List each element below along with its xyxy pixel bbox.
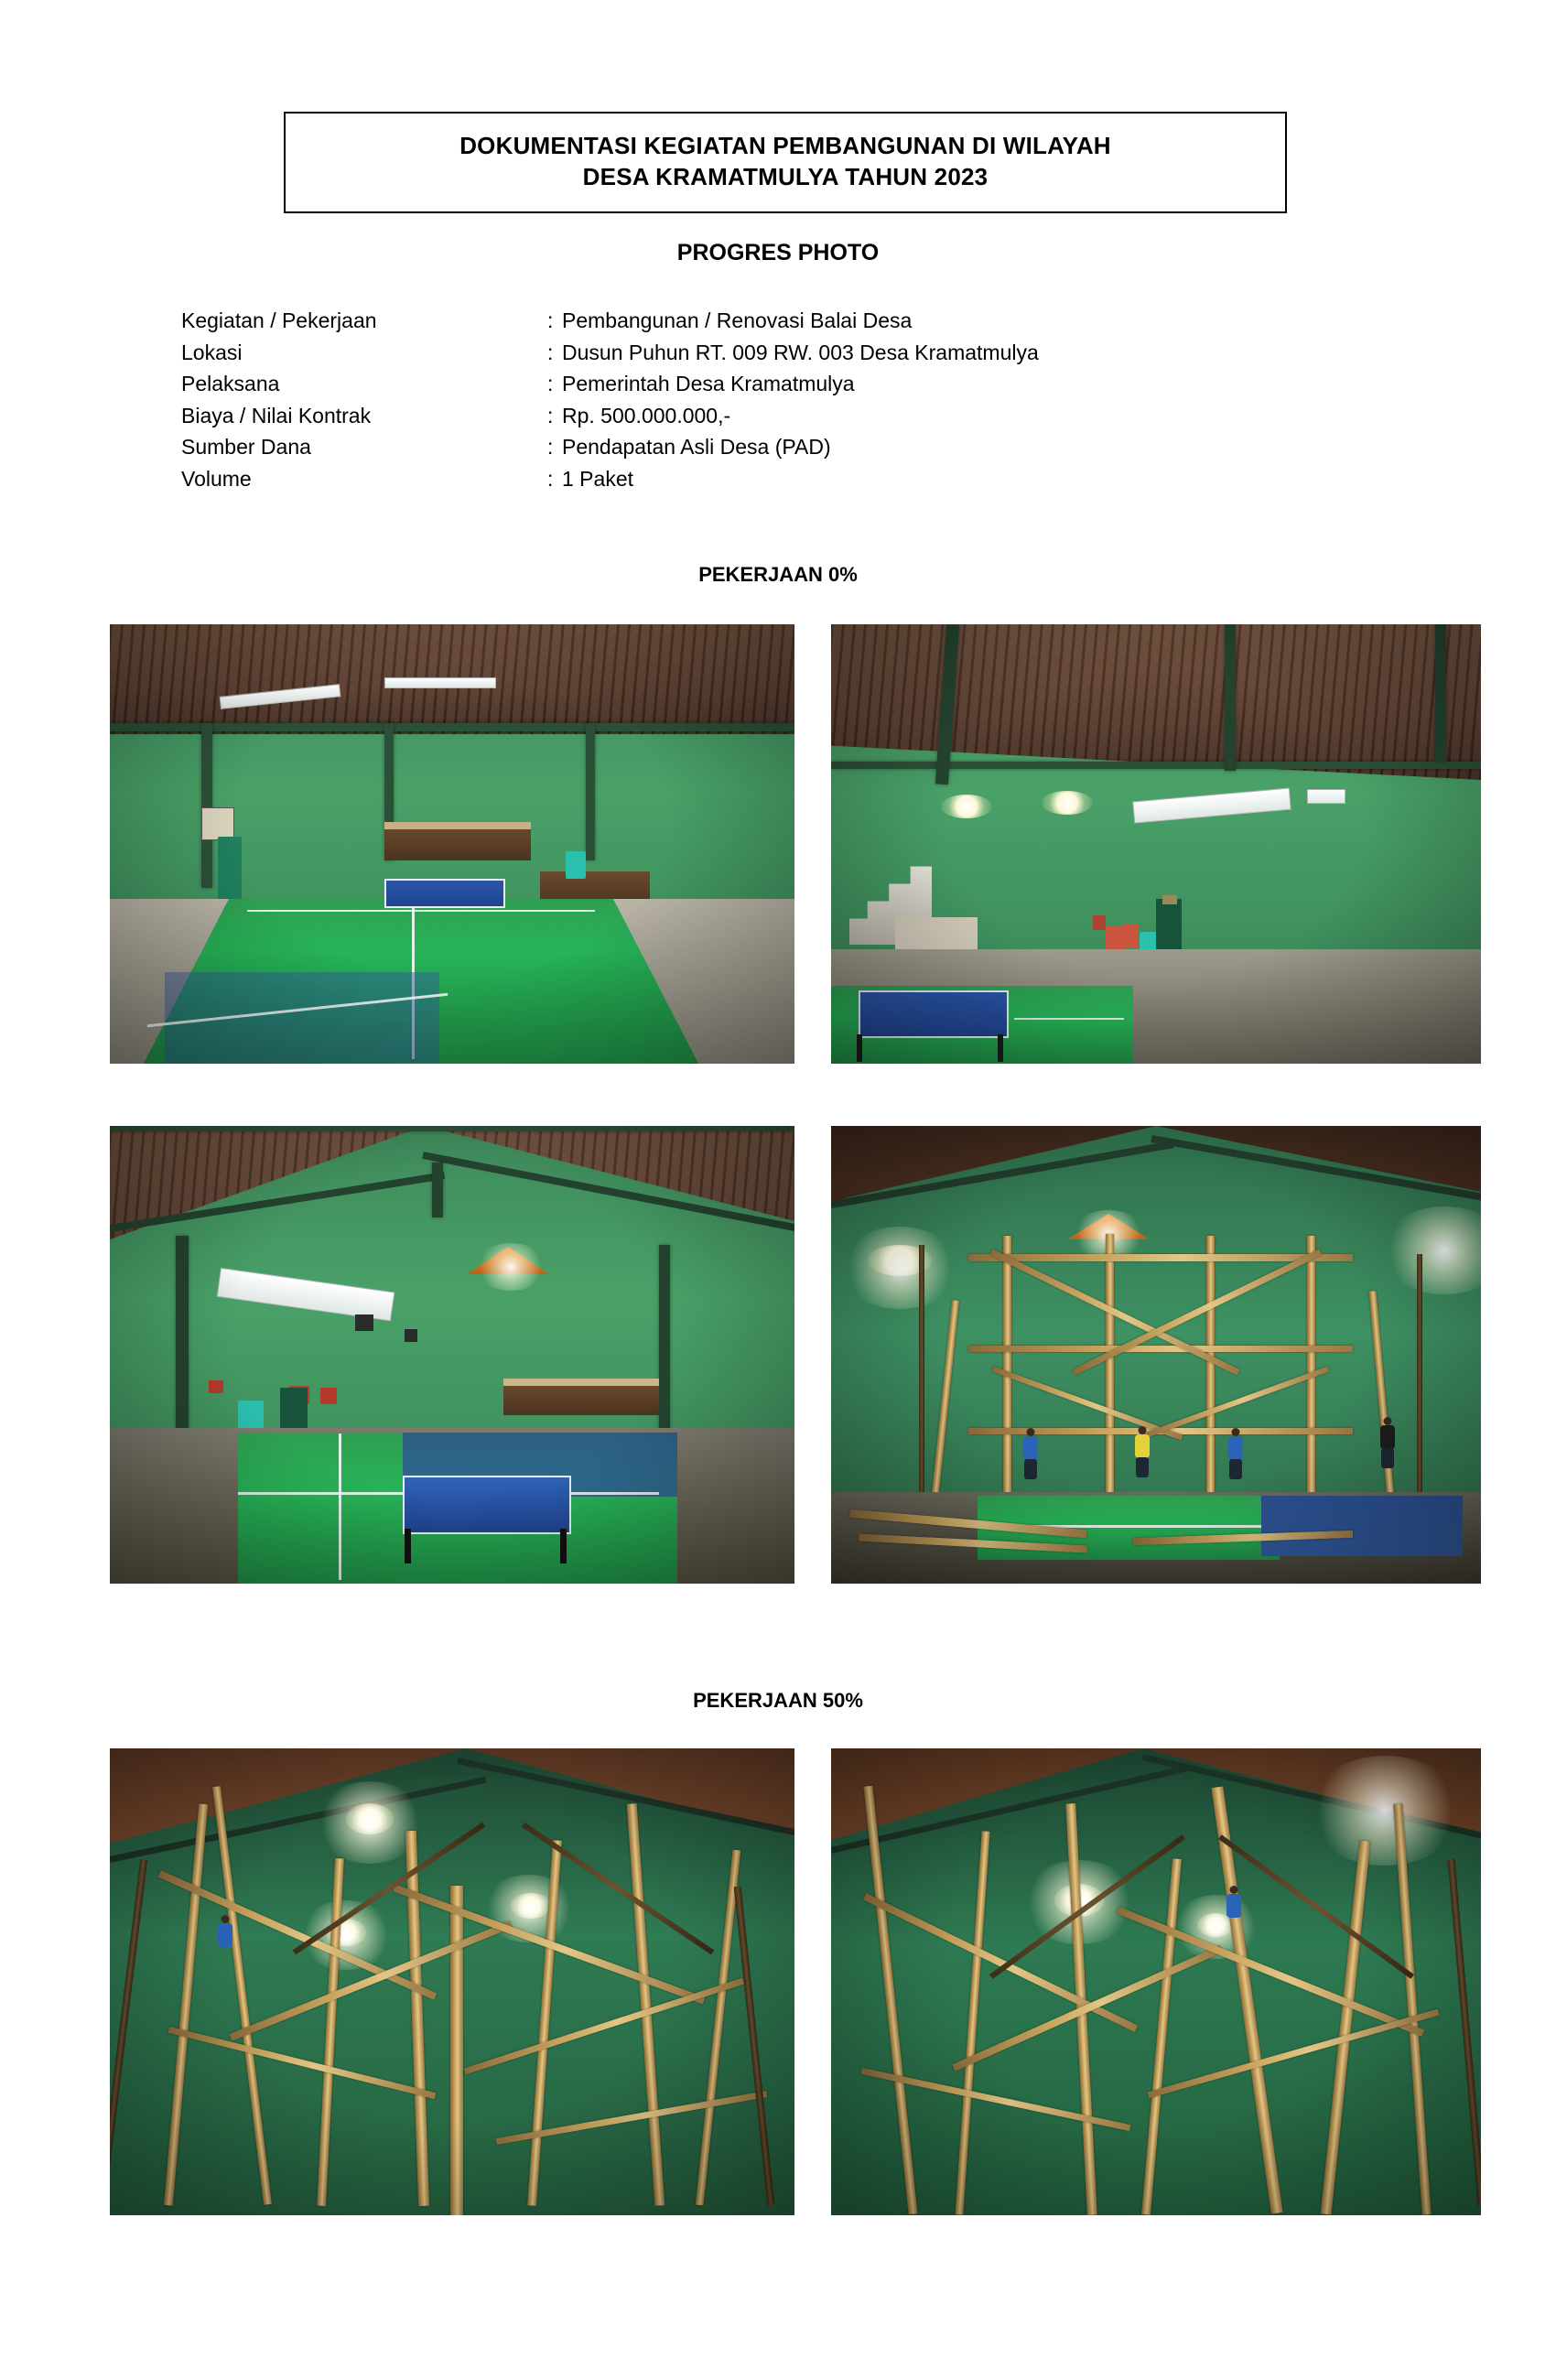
info-label-biaya: Biaya / Nilai Kontrak xyxy=(181,403,372,427)
title-line-1: DOKUMENTASI KEGIATAN PEMBANGUNAN DI WILAYAH xyxy=(459,132,1111,159)
section-heading-50-percent: PEKERJAAN 50% xyxy=(693,1689,863,1712)
photo-0pct-3 xyxy=(110,1126,794,1584)
worker-figure xyxy=(1021,1428,1040,1481)
info-row-biaya xyxy=(181,400,1039,432)
info-sep-biaya: : xyxy=(547,403,554,427)
worker-figure xyxy=(1378,1417,1397,1470)
info-value-volume: 1 Paket xyxy=(562,466,633,491)
info-sep-kegiatan: : xyxy=(547,308,554,332)
info-value-lokasi: Dusun Puhun RT. 009 RW. 003 Desa Kramatmulya xyxy=(562,340,1039,364)
info-row-volume xyxy=(181,463,1039,495)
info-value-sumber-dana: Pendapatan Asli Desa (PAD) xyxy=(562,435,831,459)
info-row-sumber-dana xyxy=(181,431,1039,463)
document-title-box xyxy=(284,112,1287,213)
info-value-biaya: Rp. 500.000.000,- xyxy=(562,403,731,427)
info-label-lokasi: Lokasi xyxy=(181,340,243,364)
photo-50pct-1 xyxy=(110,1748,794,2215)
info-sep-pelaksana: : xyxy=(547,372,554,395)
info-sep-lokasi: : xyxy=(547,340,554,364)
photo-0pct-4 xyxy=(831,1126,1481,1584)
progress-photo-heading: PROGRES PHOTO xyxy=(676,240,880,265)
info-label-volume: Volume xyxy=(181,466,252,491)
worker-figure xyxy=(216,1915,234,1961)
photo-0pct-2 xyxy=(831,624,1481,1064)
info-label-kegiatan: Kegiatan / Pekerjaan xyxy=(181,308,377,332)
info-value-pelaksana: Pemerintah Desa Kramatmulya xyxy=(562,372,855,395)
info-row-pelaksana xyxy=(181,368,1039,400)
info-sep-sumber-dana: : xyxy=(547,435,554,459)
info-sep-volume: : xyxy=(547,466,554,491)
info-row-lokasi xyxy=(181,337,1039,369)
worker-figure xyxy=(1225,1886,1243,1931)
section-heading-0-percent: PEKERJAAN 0% xyxy=(698,563,858,586)
photo-0pct-1 xyxy=(110,624,794,1064)
info-value-kegiatan: Pembangunan / Renovasi Balai Desa xyxy=(562,308,913,332)
info-row-kegiatan xyxy=(181,305,1039,337)
info-label-pelaksana: Pelaksana xyxy=(181,372,280,395)
photo-50pct-2 xyxy=(831,1748,1481,2215)
worker-figure xyxy=(1133,1426,1151,1479)
project-info-table xyxy=(181,305,1039,494)
title-line-2: DESA KRAMATMULYA TAHUN 2023 xyxy=(582,163,989,191)
info-label-sumber-dana: Sumber Dana xyxy=(181,435,311,459)
worker-figure xyxy=(1226,1428,1245,1481)
